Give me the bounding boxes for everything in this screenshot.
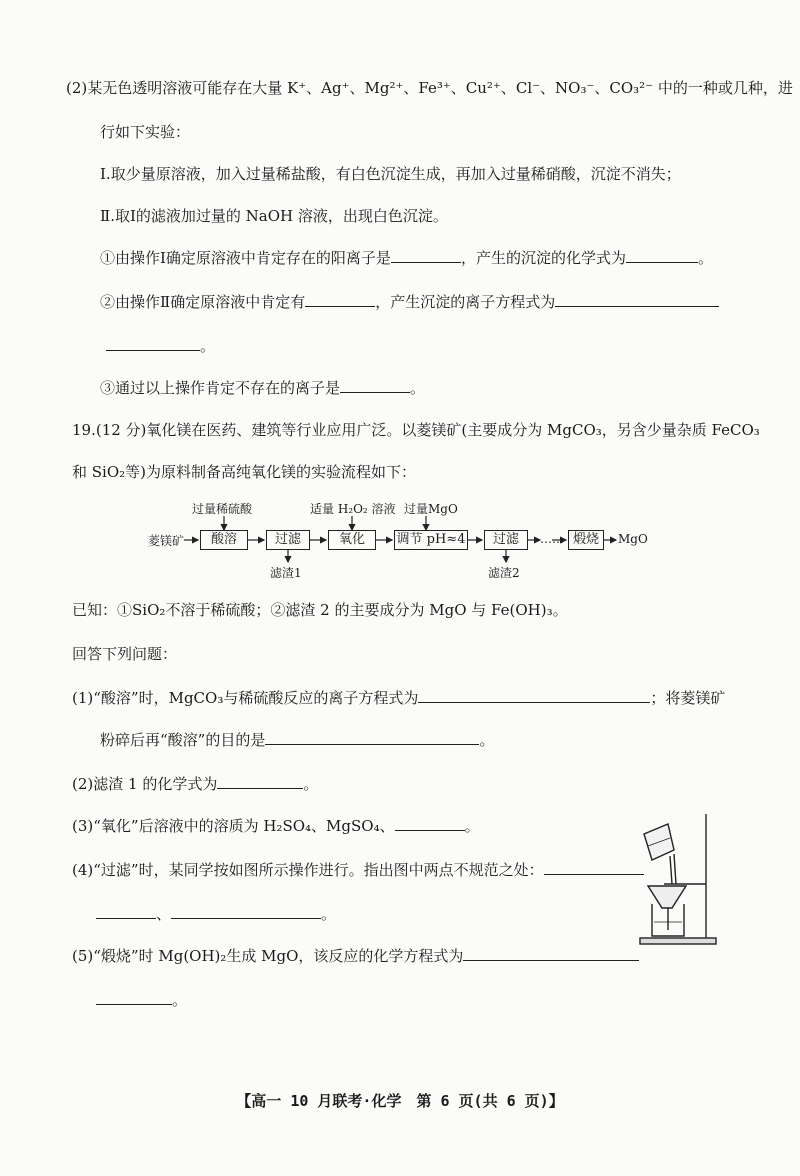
flow-start: 菱镁矿 [148, 534, 185, 548]
q2-intro-cont: 行如下实验： [100, 123, 191, 141]
q19-intro1: 19.(12 分)氧化镁在医药、建筑等行业应用广泛。以菱镁矿(主要成分为 MgCO₃，另含少量杂质 FeCO₃ [72, 421, 760, 439]
answer-blank[interactable] [544, 860, 644, 875]
q19-p2: (2)滤渣 1 的化学式为 。 [72, 775, 319, 793]
q19-p1: (1)“酸溶”时，MgCO₃与稀硫酸反应的离子方程式为 ；将菱镁矿 [72, 689, 726, 707]
flow-step-acid: 酸溶 [200, 530, 248, 550]
flow-step-oxidize: 氧化 [328, 530, 376, 550]
answer-blank[interactable] [171, 904, 321, 919]
flow-product: MgO [618, 532, 648, 546]
page-footer: 【高一 10 月联考·化学 第 6 页(共 6 页)】 [236, 1092, 564, 1110]
q19-intro2: 和 SiO₂等)为原料制备高纯氧化镁的实验流程如下： [72, 463, 417, 481]
q2-step2: Ⅱ.取Ⅰ的滤液加过量的 NaOH 溶液，出现白色沉淀。 [100, 207, 448, 225]
answer-blank[interactable] [626, 248, 698, 263]
q2-intro: (2)某无色透明溶液可能存在大量 K⁺、Ag⁺、Mg²⁺、Fe³⁺、Cu²⁺、Cl⁻、NO₃⁻、CO₃²⁻ 中的一种或几种，进 [66, 79, 793, 97]
flow-dots: …… [540, 532, 564, 546]
answer-blank[interactable] [395, 816, 465, 831]
flow-residue1: 滤渣1 [270, 566, 302, 580]
q19-p4: (4)“过滤”时，某同学按如图所示操作进行。指出图中两点不规范之处： [72, 860, 644, 880]
q19-answer-prompt: 回答下列问题： [72, 645, 178, 663]
flow-step-filter1: 过滤 [266, 530, 310, 550]
q2-sub1: ①由操作Ⅰ确定原溶液中肯定存在的阳离子是 ，产生的沉淀的化学式为 。 [100, 249, 713, 267]
answer-blank[interactable] [418, 688, 650, 703]
answer-blank[interactable] [96, 904, 156, 919]
answer-blank[interactable] [555, 292, 719, 307]
flow-step-filter2: 过滤 [484, 530, 528, 550]
q19-p5-cont: 。 [96, 990, 187, 1010]
flow-step-calcine: 煅烧 [568, 530, 604, 550]
q19-p5: (5)“煅烧”时 Mg(OH)₂生成 MgO，该反应的化学方程式为 [72, 946, 639, 966]
q2-sub3: ③通过以上操作肯定不存在的离子是 。 [100, 379, 426, 397]
answer-blank[interactable] [305, 292, 375, 307]
answer-blank[interactable] [463, 946, 639, 961]
answer-blank[interactable] [106, 336, 200, 351]
answer-blank[interactable] [391, 248, 461, 263]
flow-reagent-acid: 过量稀硫酸 [192, 502, 253, 516]
q2-sub2-cont: 。 [106, 336, 215, 356]
flow-reagent-h2o2: 适量 H₂O₂ 溶液 [310, 502, 396, 516]
answer-blank[interactable] [265, 730, 479, 745]
q19-p3: (3)“氧化”后溶液中的溶质为 H₂SO₄、MgSO₄、 。 [72, 817, 480, 835]
flow-reagent-mgo: 过量MgO [404, 502, 458, 516]
answer-blank[interactable] [217, 774, 303, 789]
flow-residue2: 滤渣2 [488, 566, 520, 580]
q19-p4-cont: 、 。 [96, 904, 336, 924]
filtration-apparatus-illustration [634, 804, 724, 950]
q19-p1-cont: 粉碎后再“酸溶”的目的是 。 [100, 731, 495, 749]
answer-blank[interactable] [96, 990, 172, 1005]
q19-known: 已知：①SiO₂不溶于稀硫酸；②滤渣 2 的主要成分为 MgO 与 Fe(OH)₃。 [72, 601, 568, 619]
q2-sub2: ②由操作Ⅱ确定原溶液中肯定有 ，产生沉淀的离子方程式为 [100, 292, 719, 312]
q2-step1: Ⅰ.取少量原溶液，加入过量稀盐酸，有白色沉淀生成，再加入过量稀硝酸，沉淀不消失； [100, 165, 681, 183]
answer-blank[interactable] [340, 378, 410, 393]
flow-step-ph: 调节 pH≈4 [394, 530, 468, 550]
